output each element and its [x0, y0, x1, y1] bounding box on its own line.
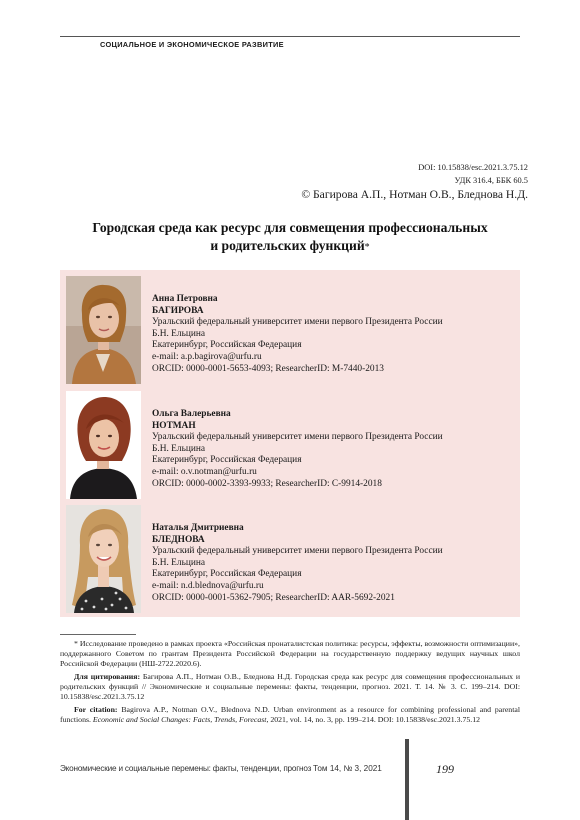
citation-en-tail: , 2021, vol. 14, no. 3, pp. 199–214. DOI: 10.15838/esc.2021.3.75.12 — [266, 715, 480, 724]
author-photo-notman — [66, 391, 141, 499]
author-city: Екатеринбург, Российская Федерация — [152, 455, 302, 466]
footer-journal-name: Экономические и социальные перемены: факты, тенденции, прогноз — [60, 764, 312, 773]
citation-en — [60, 705, 520, 725]
author-affiliation-cont: Б.Н. Ельцина — [152, 557, 206, 568]
author-last-name: БАГИРОВА — [152, 305, 204, 316]
author-affiliation-cont: Б.Н. Ельцина — [152, 328, 206, 339]
author-info-bagirova — [152, 294, 443, 375]
citation-ru-text: Багирова А.П., Нотман О.В., Бледнова Н.Д. Городская среда как ресурс для совмещения профессиональных и родительских функций // Экономические и социальные перемены: факты, тенденции, прогноз. 2021. Т. 14. № 3. С. 199–214. DOI: 10.15838/esc.2021.3.75.12 — [60, 672, 520, 701]
copyright-line: © Багирова А.П., Нотман О.В., Бледнова Н.Д. — [301, 188, 528, 201]
author-email: e-mail: n.d.blednova@urfu.ru — [152, 580, 264, 591]
author-info-blednova — [152, 523, 443, 604]
authors-panel — [60, 270, 520, 617]
page-number: 199 — [436, 762, 454, 776]
author-affiliation: Уральский федеральный университет имени первого Президента России — [152, 546, 443, 557]
footer-divider-bar — [405, 739, 409, 820]
author-affiliation: Уральский федеральный университет имени первого Президента России — [152, 317, 443, 328]
title-line-1: Городская среда как ресурс для совмещения профессиональных — [92, 220, 488, 235]
footer-issue: Том 14, № 3, 2021 — [313, 764, 382, 773]
author-affiliation-cont: Б.Н. Ельцина — [152, 443, 206, 454]
author-ids: ORCID: 0000-0002-3393-9933; ResearcherID: C-9914-2018 — [152, 478, 382, 489]
portrait-icon — [66, 505, 141, 613]
title-line-2 — [60, 237, 520, 257]
article-title — [60, 219, 520, 257]
footnotes — [60, 639, 520, 728]
section-label: СОЦИАЛЬНОЕ И ЭКОНОМИЧЕСКОЕ РАЗВИТИЕ — [100, 40, 284, 49]
footnote-rule — [60, 634, 136, 635]
portrait-icon — [66, 391, 141, 499]
author-last-name: БЛЕДНОВА — [152, 534, 205, 545]
doi: DOI: 10.15838/esc.2021.3.75.12 — [418, 163, 528, 172]
citation-en-text: Bagirova A.P., Notman O.V., Blednova N.D. Urban environment as a resource for combining professional and parental functions. — [60, 705, 520, 724]
author-first-names: Ольга Валерьевна — [152, 409, 231, 419]
author-email: e-mail: a.p.bagirova@urfu.ru — [152, 351, 262, 362]
citation-en-lead: For citation: — [74, 705, 118, 714]
author-photo-blednova — [66, 505, 141, 613]
author-email: e-mail: o.v.notman@urfu.ru — [152, 466, 257, 477]
author-photo-bagirova — [66, 276, 141, 384]
author-ids: ORCID: 0000-0001-5362-7905; ResearcherID: AAR-5692-2021 — [152, 592, 395, 603]
portrait-icon — [66, 276, 141, 384]
citation-ru-lead: Для цитирования: — [74, 672, 141, 681]
author-last-name: НОТМАН — [152, 420, 196, 431]
author-info-notman — [152, 409, 443, 490]
author-city: Екатеринбург, Российская Федерация — [152, 340, 302, 351]
author-first-names: Наталья Дмитриевна — [152, 523, 244, 533]
title-footnote-mark: * — [364, 242, 370, 253]
title-line-2-text: и родительских функций — [210, 238, 365, 253]
citation-ru — [60, 672, 520, 702]
funding-note: * Исследование проведено в рамках проекта «Российская пронаталистская политика: ресурсы, эффекты, возможности оптимизации», поддержанного Советом по грантам Президента Российской Федерации на государственную поддержку ведущих научных школ Российской Федерации (НШ-2722.2020.6). — [60, 639, 520, 668]
author-city: Екатеринбург, Российская Федерация — [152, 569, 302, 580]
author-first-names: Анна Петровна — [152, 294, 218, 304]
udk-code: УДК 316.4, ББК 60.5 — [454, 176, 528, 185]
header-rule — [60, 36, 520, 37]
citation-en-journal: Economic and Social Changes: Facts, Trends, Forecast — [92, 715, 267, 724]
author-affiliation: Уральский федеральный университет имени первого Президента России — [152, 432, 443, 443]
author-ids: ORCID: 0000-0001-5653-4093; ResearcherID: M-7440-2013 — [152, 363, 384, 374]
